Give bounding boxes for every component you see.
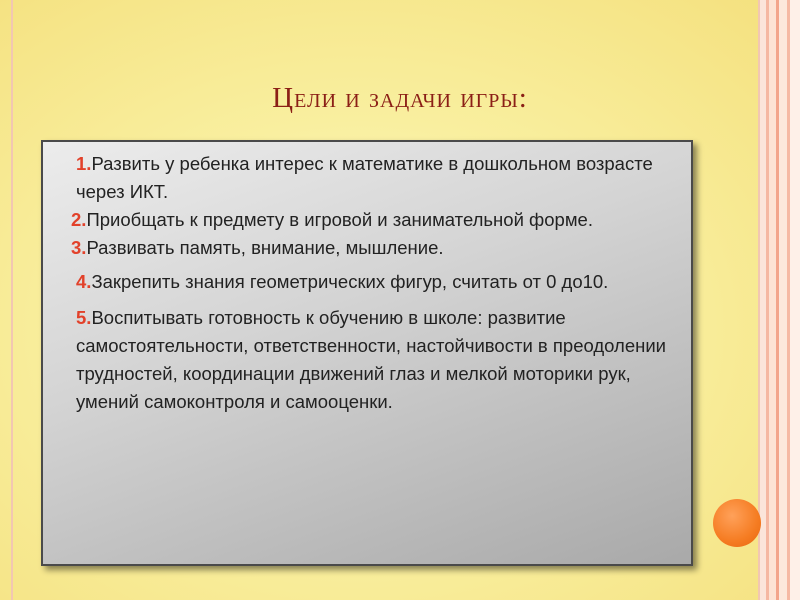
- goal-item-4: [71, 268, 671, 296]
- goal-number-3: 3.: [71, 237, 87, 258]
- goal-number-1: 1.: [76, 153, 92, 174]
- goal-text-5: Воспитывать готовность к обучению в школе: развитие самостоятельности, ответственности, настойчивости в преодолении трудностей, координации движений глаз и мелкой моторики рук, умений самоконтроля и самооценки.: [76, 307, 667, 412]
- orange-circle-decoration: [713, 499, 761, 547]
- goal-text-3: Развивать память, внимание, мышление.: [86, 237, 444, 258]
- goal-number-4: 4.: [76, 271, 92, 292]
- goals-list-box: [41, 140, 693, 566]
- goal-number-5: 5.: [76, 307, 92, 328]
- goal-item-2: [71, 206, 671, 234]
- slide-title: Цели и задачи игры:: [272, 82, 528, 114]
- goal-item-5: [71, 304, 671, 416]
- goal-text-4: Закрепить знания геометрических фигур, считать от 0 до10.: [91, 271, 609, 292]
- goal-item-3: [71, 234, 671, 262]
- goal-text-1: Развить у ребенка интерес к математике в дошкольном возрасте через ИКТ.: [76, 153, 653, 202]
- decorative-side-stripes: [760, 0, 800, 600]
- goal-text-2: Приобщать к предмету в игровой и занимательной форме.: [86, 209, 593, 230]
- goal-item-1: [71, 150, 671, 206]
- goal-number-2: 2.: [71, 209, 87, 230]
